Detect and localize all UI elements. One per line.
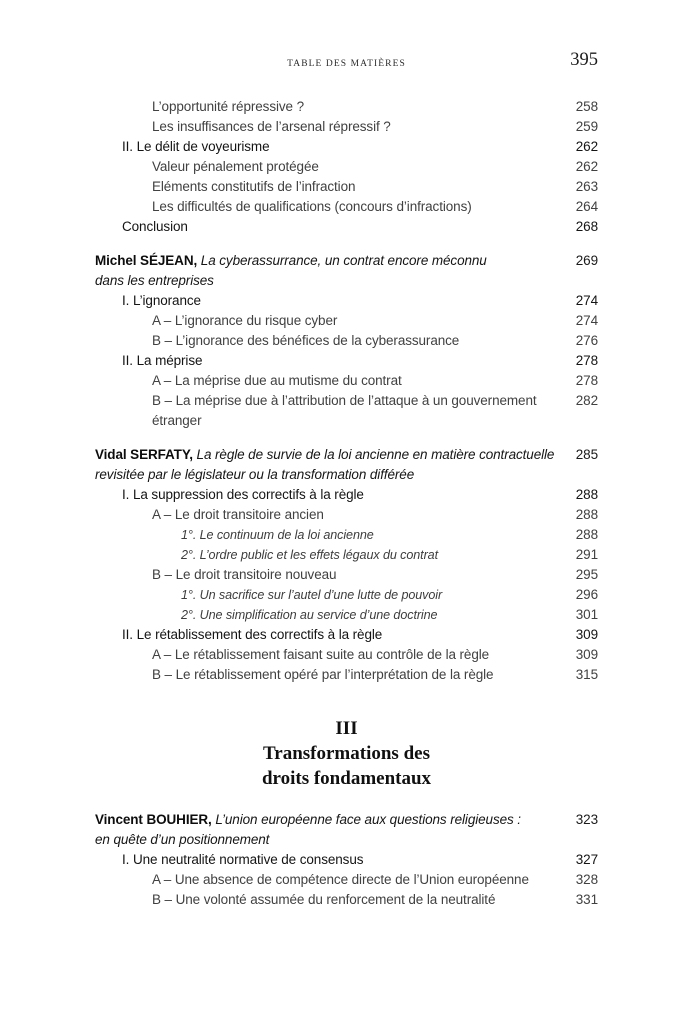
- toc-entry: [95, 545, 598, 565]
- entry-page-number: 278: [575, 373, 598, 388]
- entry-text: [95, 525, 598, 545]
- entry-line: [95, 445, 598, 465]
- toc-entry: [95, 585, 598, 605]
- entry-text: [95, 850, 598, 870]
- entry-line: 2°. Une simplification au service d’une doctrine: [181, 608, 438, 622]
- toc-entry: [95, 890, 598, 910]
- entry-text: [95, 890, 598, 910]
- spacer: [95, 685, 598, 716]
- entry-text: [95, 625, 598, 645]
- toc-entry: [95, 665, 598, 685]
- entry-page-number: 309: [575, 647, 598, 662]
- entry-page-number: 264: [575, 199, 598, 214]
- entry-line: Eléments constitutifs de l’infraction: [152, 179, 356, 194]
- entry-text: [95, 645, 598, 665]
- entry-text: [95, 485, 598, 505]
- toc-entry: [95, 117, 598, 137]
- toc-entry: [95, 351, 598, 371]
- running-header: [95, 50, 598, 78]
- toc-entry: [95, 197, 598, 217]
- entry-page-number: 323: [575, 812, 598, 827]
- part-number: III: [335, 718, 358, 739]
- toc-entry: [95, 625, 598, 645]
- entry-page-number: 301: [575, 607, 598, 622]
- entry-page-number: 274: [575, 293, 598, 308]
- entry-text: [95, 371, 598, 391]
- entry-page-number: 259: [575, 119, 598, 134]
- entry-line: [95, 251, 598, 271]
- entry-page-number: 288: [575, 507, 598, 522]
- entry-text: [95, 97, 598, 117]
- toc-entry: [95, 565, 598, 585]
- entry-page-number: 295: [575, 567, 598, 582]
- entry-text: [95, 331, 598, 351]
- part-heading: [95, 716, 598, 791]
- entry-line: A – La méprise due au mutisme du contrat: [152, 373, 402, 388]
- entry-line: A – Une absence de compétence directe de l’Union européenne: [152, 872, 529, 887]
- entry-page-number: 269: [575, 253, 598, 268]
- work-title: La cyberassurrance, un contrat encore méconnu: [200, 253, 487, 268]
- author-name: Michel SÉJEAN,: [95, 253, 198, 268]
- toc-entry: [95, 810, 598, 850]
- entry-line: A – Le rétablissement faisant suite au contrôle de la règle: [152, 647, 490, 662]
- entry-page-number: 291: [575, 547, 598, 562]
- entry-page-number: 282: [575, 393, 598, 408]
- entry-line: Valeur pénalement protégée: [152, 159, 319, 174]
- entry-line: B – La méprise due à l’attribution de l’attaque à un gouvernement: [152, 393, 537, 408]
- toc-entry: [95, 311, 598, 331]
- work-title: L’union européenne face aux questions religieuses :: [215, 812, 521, 827]
- entry-page-number: 285: [575, 447, 598, 462]
- entry-text: [95, 251, 598, 291]
- toc-entry: [95, 97, 598, 117]
- entry-page-number: 268: [575, 219, 598, 234]
- spacer: [95, 791, 598, 810]
- entry-page-number: 262: [575, 159, 598, 174]
- toc-entry: [95, 291, 598, 311]
- spacer: [95, 431, 598, 445]
- toc-entry: [95, 850, 598, 870]
- toc-entry: [95, 371, 598, 391]
- toc-entry: [95, 331, 598, 351]
- entry-text: [95, 197, 598, 217]
- entry-page-number: 263: [575, 179, 598, 194]
- toc-entry: [95, 445, 598, 485]
- entry-text: [95, 291, 598, 311]
- entry-page-number: 288: [575, 487, 598, 502]
- part-title-line: droits fondamentaux: [261, 768, 432, 789]
- entry-page-number: 328: [575, 872, 598, 887]
- entry-text: [95, 217, 598, 237]
- entry-line: Conclusion: [122, 219, 188, 234]
- entry-line: B – L’ignorance des bénéfices de la cyberassurance: [152, 333, 460, 348]
- entry-page-number: 274: [575, 313, 598, 328]
- entry-line: dans les entreprises: [95, 273, 214, 288]
- entry-text: [95, 585, 598, 605]
- author-name: Vidal SERFATY,: [95, 447, 193, 462]
- entry-text: [95, 565, 598, 585]
- entry-text: [95, 545, 598, 565]
- entry-page-number: 309: [575, 627, 598, 642]
- entry-line: en quête d’un positionnement: [95, 832, 270, 847]
- entry-page-number: 296: [575, 587, 598, 602]
- entry-text: [95, 810, 598, 850]
- entry-text: [95, 177, 598, 197]
- toc-entry: [95, 645, 598, 665]
- entry-line: B – Le rétablissement opéré par l’interprétation de la règle: [152, 667, 494, 682]
- entry-line: II. Le rétablissement des correctifs à la règle: [122, 627, 383, 642]
- entry-text: [95, 505, 598, 525]
- entry-line: I. La suppression des correctifs à la règle: [122, 487, 364, 502]
- entry-text: [95, 870, 598, 890]
- toc-entry: [95, 157, 598, 177]
- entry-line: [95, 810, 598, 830]
- toc-entry: [95, 485, 598, 505]
- spacer: [95, 237, 598, 251]
- entry-page-number: 315: [575, 667, 598, 682]
- entry-page-number: 262: [575, 139, 598, 154]
- entry-line: 2°. L’ordre public et les effets légaux du contrat: [181, 548, 438, 562]
- entry-line: A – L’ignorance du risque cyber: [152, 313, 338, 328]
- toc-entry: [95, 177, 598, 197]
- toc-entry: [95, 605, 598, 625]
- entry-line: 1°. Le continuum de la loi ancienne: [181, 528, 374, 542]
- entry-line: Les difficultés de qualifications (concours d’infractions): [152, 199, 472, 214]
- entry-line: B – Une volonté assumée du renforcement de la neutralité: [152, 892, 496, 907]
- entry-text: [95, 311, 598, 331]
- entry-page-number: 331: [575, 892, 598, 907]
- author-name: Vincent BOUHIER,: [95, 812, 212, 827]
- entry-text: [95, 351, 598, 371]
- work-title: La règle de survie de la loi ancienne en matière contractuelle: [196, 447, 555, 462]
- toc-entry: [95, 525, 598, 545]
- entry-line: 1°. Un sacrifice sur l’autel d’une lutte de pouvoir: [181, 588, 443, 602]
- entry-text: [95, 137, 598, 157]
- entry-line: I. L’ignorance: [122, 293, 201, 308]
- entry-line: II. La méprise: [122, 353, 203, 368]
- entry-page-number: 327: [575, 852, 598, 867]
- entry-text: [95, 665, 598, 685]
- entry-page-number: 258: [575, 99, 598, 114]
- entry-text: [95, 117, 598, 137]
- page-number: 395: [570, 50, 598, 70]
- part-title-line: Transformations des: [263, 743, 430, 764]
- toc: [95, 97, 598, 910]
- entry-text: [95, 445, 598, 485]
- toc-entry: [95, 870, 598, 890]
- entry-line: A – Le droit transitoire ancien: [152, 507, 324, 522]
- entry-page-number: 278: [575, 353, 598, 368]
- entry-line: I. Une neutralité normative de consensus: [122, 852, 364, 867]
- entry-text: [95, 157, 598, 177]
- entry-line: II. Le délit de voyeurisme: [122, 139, 270, 154]
- toc-entry: [95, 251, 598, 291]
- entry-line: étranger: [152, 413, 202, 428]
- toc-entry: [95, 217, 598, 237]
- entry-line: L’opportunité répressive ?: [152, 99, 304, 114]
- toc-entry: [95, 391, 598, 431]
- entry-page-number: 276: [575, 333, 598, 348]
- entry-text: [95, 391, 598, 431]
- entry-page-number: 288: [575, 527, 598, 542]
- toc-entry: [95, 505, 598, 525]
- entry-text: [95, 605, 598, 625]
- entry-line: Les insuffisances de l’arsenal répressif ?: [152, 119, 391, 134]
- entry-line: B – Le droit transitoire nouveau: [152, 567, 337, 582]
- page-title: TABLE DES MATIÈRES: [287, 59, 406, 69]
- entry-line: revisitée par le législateur ou la transformation différée: [95, 467, 415, 482]
- toc-entry: [95, 137, 598, 157]
